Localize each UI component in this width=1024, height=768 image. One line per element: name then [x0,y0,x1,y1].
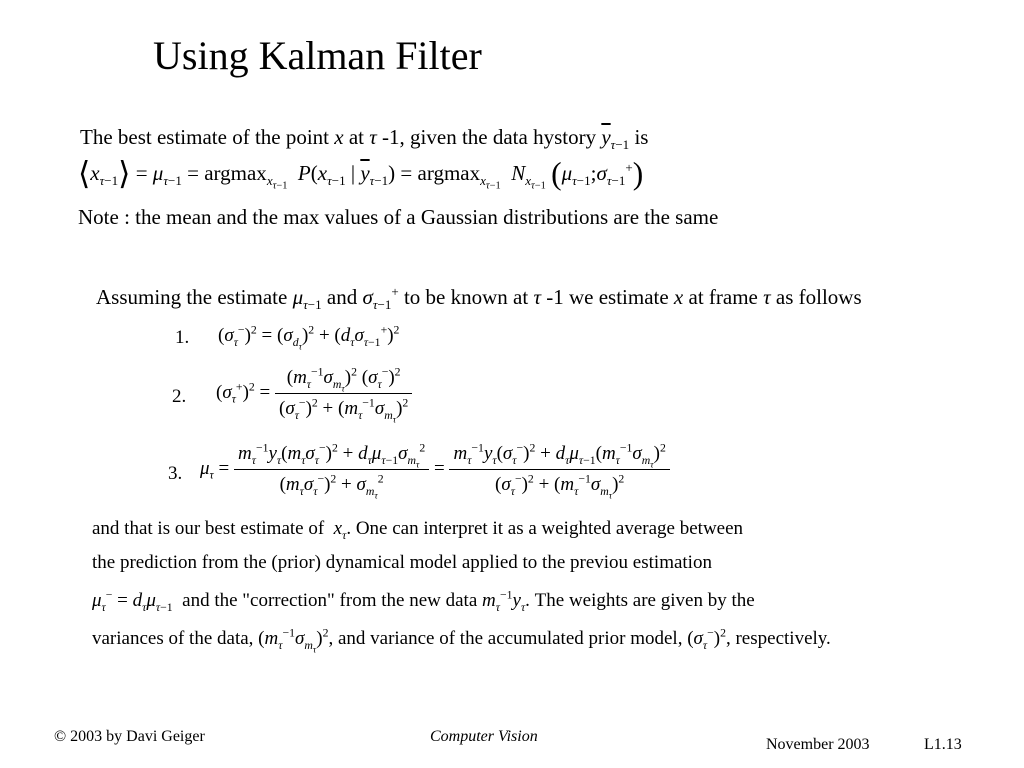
step-2-equation: $(\sigma_\tau^+)^2$ = $\frac{(m_\tau^{-1}\sigma_{m_\tau})^2 (\sigma_\tau^-)^2}{(\sigma_\tau^-)^2 + (m_\tau^{-1}\sigma_{m_\tau})^2}$ [216,366,412,421]
footer-page-number: L1.13 [924,736,962,753]
conclusion-line-2: the prediction from the (prior) dynamical model applied to the previou estimation [92,552,712,573]
assume-text-e: at frame [688,285,758,309]
step-2-number: 2. [172,386,187,407]
step-3-fraction-1: $\frac{m_\tau^{-1}y_\tau(m_\tau\sigma_\tau^-)^2 + d_\tau\mu_{\tau-1}\sigma_{m_\tau}^2}{(m_\tau\sigma_\tau^-)^2 + \sigma_{m_\tau}^2}$ [234,442,429,497]
assume-text-f: as follows [775,285,862,309]
intro-line-1: The best estimate of the point x at τ -1, given the data hystory $\overline{y}_{\tau-1}$ is [80,125,649,153]
argmax-equation: $⟨x_{\tau-1}⟩ = \mu_{\tau-1} = argmax_{x_{\tau-1}}$ $P(x_{\tau-1}$ | $\overline{y}_{\tau-1}) = argmax_{x_{\tau-1}}$ $N_{x_{\tau-1}}$ $(\mu_{\tau-1};\sigma_{\tau-1}^+)$ [78,156,644,192]
conclusion-line-3: $\mu_\tau^- = d_\tau\mu_{\tau-1}$ and the "correction" from the new data $m_\tau^{-1}y_\tau$. The weights are given by the [92,588,755,614]
conclusion-text-3a: and the "correction" from the new data [182,590,478,611]
intro-text-b: at [348,125,365,149]
argmax-label-2: argmax [417,161,481,185]
conclusion-text-4a: variances of the data, [92,628,254,649]
step-3-fraction-2: $\frac{m_\tau^{-1}y_\tau(\sigma_\tau^-)^2 + d_\tau\mu_{\tau-1}(m_\tau^{-1}\sigma_{m_\tau})^2}{(\sigma_\tau^-)^2 + (m_\tau^{-1}\sigma_{m_\tau})^2}$ [449,442,669,497]
intro-text-d: is [634,125,649,149]
conclusion-text-1a: and that is our best estimate of [92,518,325,539]
argmax-label-1: argmax [204,161,267,185]
assume-text-b: and [326,285,358,309]
step-3-equation: $\mu_\tau$ = $\frac{m_\tau^{-1}y_\tau(m_\tau\sigma_\tau^-)^2 + d_\tau\mu_{\tau-1}\sigma_{m_\tau}^2}{(m_\tau\sigma_\tau^-)^2 + \sigma_{m_\tau}^2}$ = $\frac{m_\tau^{-1}y_\tau(\sigma_\tau^-)^2 + d_\tau\mu_{\tau-1}(m_\tau^{-1}\sigma_{m_\tau})^2}{(\sigma_\tau^-)^2 + (m_\tau^{-1}\sigma_{m_\tau})^2}$ [200,442,670,497]
assume-text-d: -1 we estimate [546,285,669,309]
conclusion-text-4c: , respectively. [725,628,831,649]
assumption-line: Assuming the estimate $\mu_{\tau-1}$ and $\sigma_{\tau-1}^+$ to be known at τ -1 we estimate x at frame τ as follows [96,284,862,313]
conclusion-text-3b: . The weights are given by the [525,590,755,611]
assume-text-c: to be known at [403,285,529,309]
intro-text-a: The best estimate of the point [80,125,330,149]
step-3-number: 3. [168,463,183,484]
step-2-fraction: $\frac{(m_\tau^{-1}\sigma_{m_\tau})^2 (\sigma_\tau^-)^2}{(\sigma_\tau^-)^2 + (m_\tau^{-1}\sigma_{m_\tau})^2}$ [275,366,412,421]
page-title: Using Kalman Filter [153,33,482,78]
conclusion-line-4: variances of the data, $(m_\tau^{-1}\sigma_{m_\tau})^2$, and variance of the accumulated prior model, $(\sigma_\tau^-)^2$, respectively. [92,626,831,656]
intro-text-c: -1, given the data hystory [382,125,597,149]
footer-center: Computer Vision [430,728,538,745]
note: Note : the mean and the max values of a Gaussian distributions are the same [78,205,719,229]
footer-date: November 2003 [766,736,870,753]
conclusion-text-4b: , and variance of the accumulated prior model, [328,628,683,649]
conclusion-line-1: and that is our best estimate of $x_\tau$. One can interpret it as a weighted average between [92,518,744,542]
footer-copyright: © 2003 by Davi Geiger [54,728,205,745]
step-1-equation: $(\sigma_\tau^-)^2 = (\sigma_{d_\tau})^2 + (d_\tau\sigma_{\tau-1}^+)^2$ [218,323,400,353]
conclusion-text-1b: . One can interpret it as a weighted average between [346,518,744,539]
step-1-number: 1. [175,327,190,348]
assume-text-a: Assuming the estimate [96,285,288,309]
